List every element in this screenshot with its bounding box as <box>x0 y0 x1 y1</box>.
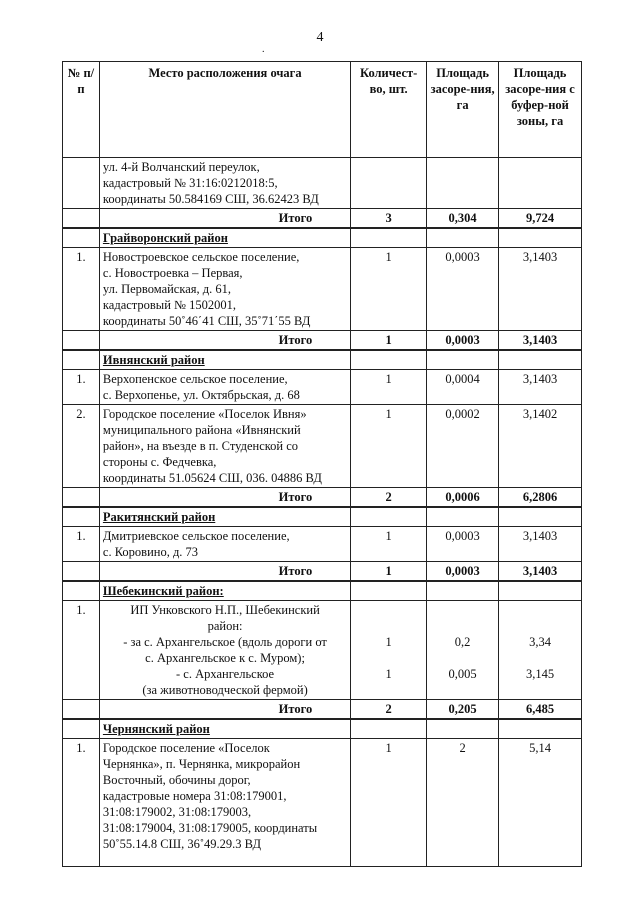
row-place <box>99 739 350 867</box>
place-line: муниципального района «Ивнянский <box>102 423 301 437</box>
total-buffer-area: 3,1403 <box>499 331 582 351</box>
place-line: Верхопенское сельское поселение, <box>102 372 288 386</box>
row-buffer-area: 3,1402 <box>499 405 582 488</box>
total-label: Итого <box>99 209 350 229</box>
row-number: 1. <box>63 370 100 405</box>
row-place <box>99 248 350 331</box>
row-place <box>99 405 350 488</box>
place-line: ИП Унковского Н.П., Шебекинский <box>130 603 320 617</box>
row-area: 0,0003 <box>427 527 499 562</box>
total-count: 2 <box>351 488 427 508</box>
place-line: (за животноводческой фермой) <box>142 683 308 697</box>
header-place: Место расположения очага <box>99 62 350 158</box>
region-name: Ивнянский район <box>99 350 350 370</box>
place-line: кадастровый № 31:16:0212018:5, <box>102 176 278 190</box>
place-line: - с. Архангельское <box>176 667 275 681</box>
header-row <box>63 62 582 158</box>
count-value: 1 <box>385 635 392 649</box>
total-area: 0,205 <box>427 700 499 720</box>
row-area: 0,0002 <box>427 405 499 488</box>
place-line: координаты 50.584169 СШ, 36.62423 ВД <box>102 192 319 206</box>
place-line: район», на въезде в п. Студенской со <box>102 439 299 453</box>
row-number <box>63 158 100 209</box>
place-line: ул. 4-й Волчанский переулок, <box>102 160 260 174</box>
region-row <box>63 507 582 527</box>
place-line: Новостроевское сельское поселение, <box>102 250 300 264</box>
place-line: район: <box>207 619 243 633</box>
row-buffer-area: 3,1403 <box>499 248 582 331</box>
row-area: 0,0004 <box>427 370 499 405</box>
total-count: 1 <box>351 331 427 351</box>
total-area: 0,0006 <box>427 488 499 508</box>
place-line: Городское поселение «Поселок <box>102 741 270 755</box>
header-buffer-area: Площадь засоре-ния с буфер-ной зоны, га <box>499 62 582 158</box>
row-place <box>99 527 350 562</box>
region-name: Шебекинский район: <box>99 581 350 601</box>
row-area <box>427 601 499 700</box>
total-label: Итого <box>99 700 350 720</box>
place-line: Городское поселение «Поселок Ивня» <box>102 407 307 421</box>
total-buffer-area: 3,1403 <box>499 562 582 582</box>
place-line: 31:08:179004, 31:08:179005, координаты <box>102 821 318 835</box>
region-row <box>63 719 582 739</box>
buffer-value: 3,145 <box>525 667 555 681</box>
total-area: 0,0003 <box>427 562 499 582</box>
header-count: Количест-во, шт. <box>351 62 427 158</box>
row-buffer-area <box>499 158 582 209</box>
row-count: 1 <box>351 739 427 867</box>
table-row <box>63 739 582 867</box>
region-name: Грайворонский район <box>99 228 350 248</box>
row-number: 1. <box>63 601 100 700</box>
table-row <box>63 527 582 562</box>
header-number: № п/п <box>63 62 100 158</box>
row-area: 0,0003 <box>427 248 499 331</box>
row-count: 1 <box>351 248 427 331</box>
buffer-value: 3,34 <box>529 635 551 649</box>
place-line: Восточный, обочины дорог, <box>102 773 251 787</box>
region-row <box>63 228 582 248</box>
row-count <box>351 601 427 700</box>
total-buffer-area: 6,485 <box>499 700 582 720</box>
count-value: 1 <box>385 667 392 681</box>
region-name: Ракитянский район <box>99 507 350 527</box>
region-row <box>63 350 582 370</box>
row-buffer-area: 3,1403 <box>499 370 582 405</box>
row-count: 1 <box>351 370 427 405</box>
total-label: Итого <box>99 562 350 582</box>
table-row <box>63 248 582 331</box>
total-row <box>63 562 582 582</box>
place-line: 31:08:179002, 31:08:179003, <box>102 805 252 819</box>
table-row <box>63 158 582 209</box>
place-line: Чернянка», п. Чернянка, микрорайон <box>102 757 301 771</box>
place-line: с. Верхопенье, ул. Октябрьская, д. 68 <box>102 388 300 402</box>
place-line: с. Архангельское к с. Муром); <box>145 651 305 665</box>
row-count: 1 <box>351 405 427 488</box>
header-area: Площадь засоре-ния, га <box>427 62 499 158</box>
row-number: 1. <box>63 739 100 867</box>
total-buffer-area: 6,2806 <box>499 488 582 508</box>
total-count: 3 <box>351 209 427 229</box>
row-area <box>427 158 499 209</box>
total-row <box>63 488 582 508</box>
stray-mark: . <box>262 44 265 55</box>
total-buffer-area: 9,724 <box>499 209 582 229</box>
table-row <box>63 370 582 405</box>
place-line: координаты 51.05624 СШ, 036. 04886 ВД <box>102 471 322 485</box>
total-count: 1 <box>351 562 427 582</box>
row-area: 2 <box>427 739 499 867</box>
place-line: 50˚55.14.8 СШ, 36˚49.29.3 ВД <box>102 837 262 851</box>
total-area: 0,0003 <box>427 331 499 351</box>
row-place <box>99 158 350 209</box>
place-line: - за с. Архангельское (вдоль дороги от <box>123 635 327 649</box>
row-place <box>99 370 350 405</box>
row-count <box>351 158 427 209</box>
place-line: ул. Первомайская, д. 61, <box>102 282 232 296</box>
place-line: с. Коровино, д. 73 <box>102 545 199 559</box>
place-line: стороны с. Федчевка, <box>102 455 217 469</box>
place-line: с. Новостроевка – Первая, <box>102 266 243 280</box>
row-buffer-area <box>499 601 582 700</box>
table-row <box>63 405 582 488</box>
row-number: 1. <box>63 527 100 562</box>
row-number: 2. <box>63 405 100 488</box>
total-label: Итого <box>99 488 350 508</box>
region-name: Чернянский район <box>99 719 350 739</box>
place-line: координаты 50˚46΄41 СШ, 35˚71΄55 ВД <box>102 314 311 328</box>
place-line: Дмитриевское сельское поселение, <box>102 529 290 543</box>
area-value: 0,2 <box>454 635 471 649</box>
place-line: кадастровые номера 31:08:179001, <box>102 789 287 803</box>
total-label: Итого <box>99 331 350 351</box>
total-row <box>63 209 582 229</box>
row-number: 1. <box>63 248 100 331</box>
row-count: 1 <box>351 527 427 562</box>
total-row <box>63 331 582 351</box>
total-area: 0,304 <box>427 209 499 229</box>
infestation-table <box>62 61 582 867</box>
total-count: 2 <box>351 700 427 720</box>
table-row <box>63 601 582 700</box>
total-row <box>63 700 582 720</box>
row-buffer-area: 3,1403 <box>499 527 582 562</box>
page-number: 4 <box>316 30 324 45</box>
place-line: кадастровый № 1502001, <box>102 298 236 312</box>
row-place <box>99 601 350 700</box>
row-buffer-area: 5,14 <box>499 739 582 867</box>
area-value: 0,005 <box>448 667 477 681</box>
region-row <box>63 581 582 601</box>
